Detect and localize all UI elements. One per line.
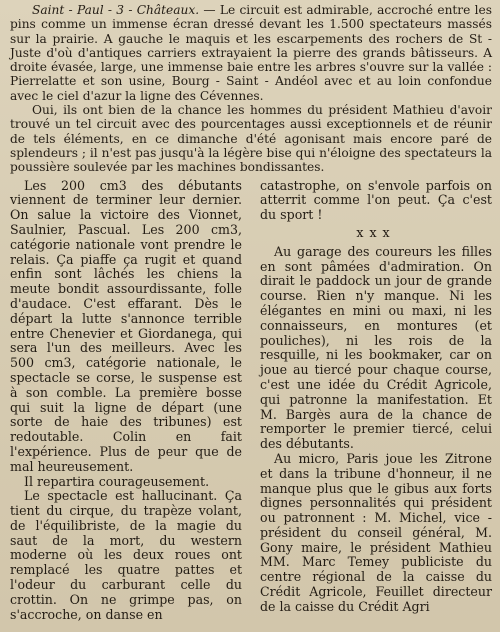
section-separator: xxx [356,224,396,240]
left-paragraph-1: Les 200 cm3 des débutants viennent de terminer leur dernier. On salue la victoire des Vionnet, Saulnier, Pascual. Les 200 cm3, catégorie nationale vont prendre le relais. Ça piaffe ça rugit et quand enfin sont lâchés les chiens la meute bondit assourdissante, folle d'audace. C'est effarant. Dès le départ la lutte s'annonce terrible entre Chenevier et Giordanega, qui sera l'un des meilleurs. Avec les 500 cm3, catégorie nationale, le spectacle se corse, le suspense est à son comble. La première bosse qui suit la ligne de départ (une sorte de haie des tribunes) est redoutable. Colin en fait l'expérience. Plus de peur que de mal heureusement. [10,177,242,474]
intro-text: — Le circuit est admirable, accroché entre les pins comme un immense écran dressé devant les 1.500 spectateurs massés sur la prairie. A gauche le maquis et les escarpements des rochers de St - Juste d'où d'antiques carriers extrayaient la pierre des grands bâtisseurs. A droite évasée, large, une immense baie entre les arbres s'ouvre sur la vallée : Pierrelatte et son usine, Bourg - Saint - Andéol avec et au loin confondue avec le ciel d'azur la ligne des Cévennes. [10,3,492,103]
left-column [10,179,242,623]
left-paragraph-3: Le spectacle est hallucinant. Ça tient du cirque, du trapèze volant, de l'équilibriste, de la magie du saut de la mort, du western moderne où les deux roues ont remplacé les quatre pattes et l'odeur du carburant celle du crottin. On ne grimpe pas, on s'accroche, on danse en [10,488,242,622]
intro-paragraph-2: Oui, ils ont bien de la chance les hommes du président Mathieu d'avoir trouvé un tel circuit avec des pourcentages aussi exceptionnels et de réunir de tels éléments, en ce dimanche d'été agonisant mais encore paré de splendeurs ; il n'est pas jusqu'à la légère bise qui n'éloigne des spectateurs la poussière soulevée par les machines bondissantes. [10,103,492,175]
dateline: Saint - Paul - 3 - Châteaux. [32,3,200,17]
left-paragraph-2: Il repartira courageusement. [24,473,210,489]
right-paragraph-3: Au micro, Paris joue les Zitrone et dans la tribune d'honneur, il ne manque plus que le gibus aux forts dignes personnalités qui président ou patronnent : M. Michel, vice - président du conseil général, M. Gony maire, le président Mathieu MM. Marc Temey publiciste du centre régional de la caisse du Crédit Agricole, Feuillet directeur de la caisse du Crédit Agri [260,450,492,614]
article-intro [10,3,492,175]
article-columns [10,179,492,623]
right-paragraph-2: Au garage des coureurs les filles en sont pâmées d'admiration. On dirait le paddock un jour de grande course. Rien n'y manque. Ni les élégantes en mini ou maxi, ni les connaisseurs, en montures (et pouliches), ni les rois de la resquille, ni les bookmaker, car on joue au tiercé pour chaque course, c'est une idée du Crédit Agricole, qui patronne la manifestation. Et M. Bargès aura de la chance de remporter le premier tiercé, celui des débutants. [260,243,492,452]
intro-paragraph [10,3,492,103]
right-column [260,179,492,623]
right-paragraph-1: catastrophe, on s'envole parfois on atterrit comme l'on peut. Ça c'est du sport ! [260,177,492,223]
